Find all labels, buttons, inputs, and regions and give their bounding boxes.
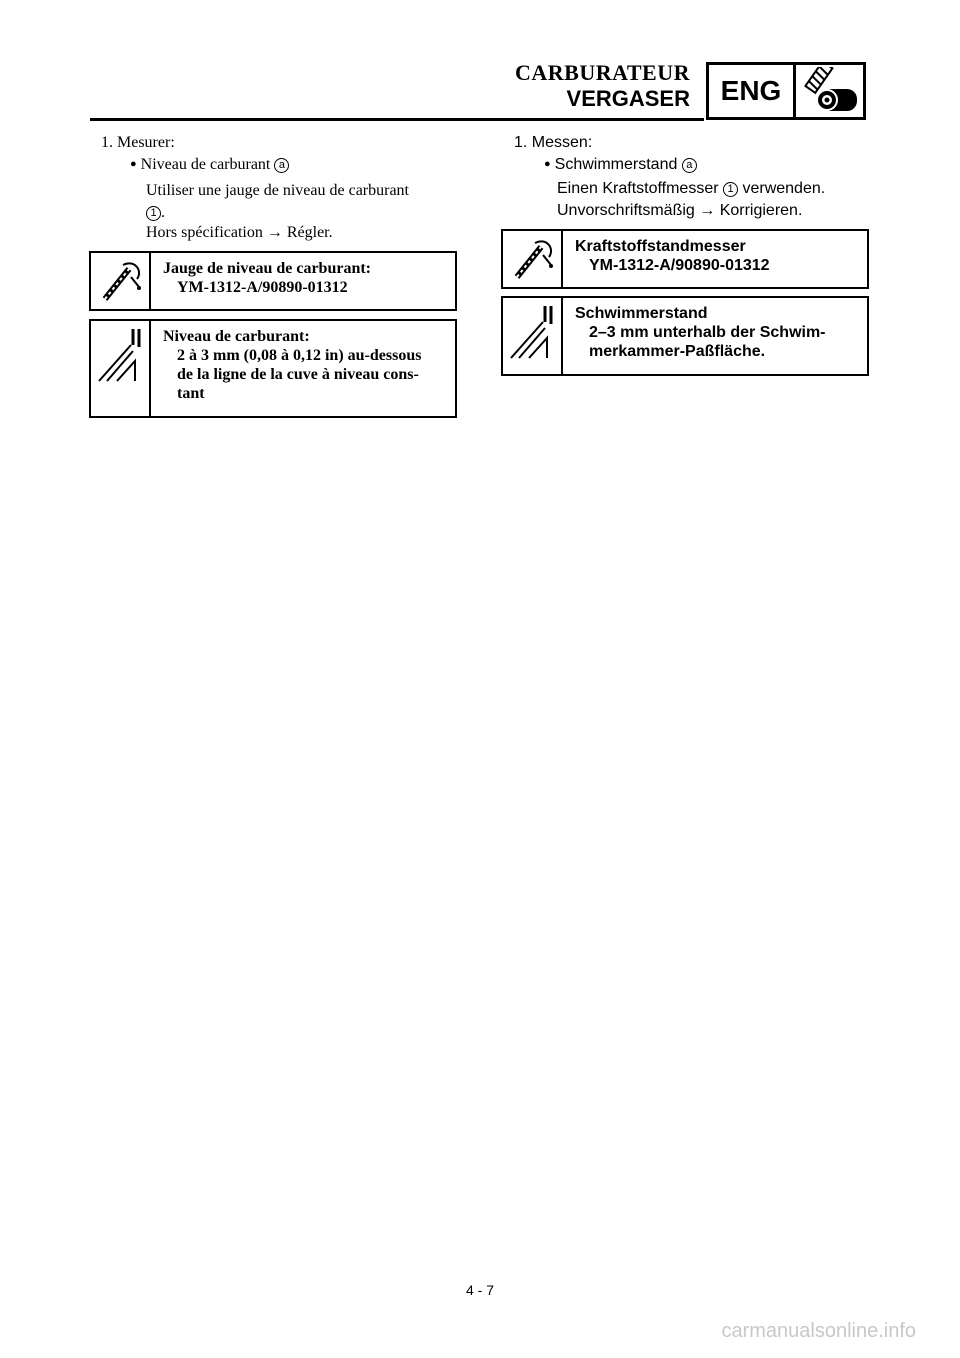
fr-tool-title: Jauge de niveau de carburant: — [163, 260, 371, 277]
fr-tool-text — [151, 253, 455, 309]
page-title-fr: CARBURATEUR — [515, 60, 690, 85]
bullet-icon: ● — [130, 158, 137, 170]
page-number: 4 - 7 — [465, 1282, 494, 1298]
ref-1-marker: 1 — [146, 206, 161, 221]
fr-spec-line: tant — [177, 385, 205, 402]
de-line-spec: Unvorschriftsmäßig → Korrigieren. — [557, 202, 803, 219]
de-tool-box — [501, 229, 869, 289]
measurement-caliper-icon — [503, 298, 563, 374]
engine-bolt-icon — [796, 65, 863, 117]
de-line-use — [557, 180, 825, 198]
section-badge — [706, 62, 866, 120]
fr-spec-line: 2 à 3 mm (0,08 à 0,12 in) au-dessous — [177, 347, 422, 364]
fr-ref-line — [146, 204, 165, 222]
de-tool-value: YM-1312-A/90890-01312 — [589, 257, 770, 274]
ref-1-marker: 1 — [723, 182, 738, 197]
ref-a-marker: a — [682, 158, 697, 173]
de-spec-text — [563, 298, 867, 374]
de-bullet-item — [544, 156, 697, 174]
measurement-caliper-icon — [91, 321, 151, 416]
de-line-use-b: verwenden. — [742, 180, 826, 197]
fr-spec-text — [151, 321, 455, 416]
de-spec-line: 2–3 mm unterhalb der Schwim- — [589, 324, 826, 341]
fr-spec-box — [89, 319, 457, 418]
de-bullet-label: Schwimmerstand — [554, 156, 678, 173]
page-title-de: VERGASER — [566, 86, 690, 111]
de-tool-text — [563, 231, 867, 287]
section-badge-label: ENG — [709, 65, 796, 117]
de-spec-title: Schwimmerstand — [575, 305, 708, 322]
special-tool-icon — [91, 253, 151, 309]
fr-tool-box — [89, 251, 457, 311]
fr-line-spec: Hors spécification → Régler. — [146, 224, 333, 241]
de-spec-line: merkammer-Paßfläche. — [589, 343, 766, 360]
de-step: 1. Messen: — [514, 134, 593, 151]
fr-bullet-label: Niveau de carburant — [140, 156, 271, 173]
fr-line-use: Utiliser une jauge de niveau de carburant — [146, 182, 409, 199]
header-rule — [90, 118, 704, 121]
fr-spec-title: Niveau de carburant: — [163, 328, 310, 345]
fr-spec-line: de la ligne de la cuve à niveau cons- — [177, 366, 419, 383]
de-line-use-a: Einen Kraftstoffmesser — [557, 180, 719, 197]
fr-bullet-item — [130, 156, 289, 174]
de-tool-title: Kraftstoffstandmesser — [575, 238, 746, 255]
fr-tool-value: YM-1312-A/90890-01312 — [177, 279, 348, 296]
special-tool-icon — [503, 231, 563, 287]
watermark: carmanualsonline.info — [721, 1320, 916, 1342]
de-spec-box — [501, 296, 869, 376]
fr-ref-end: . — [161, 204, 165, 221]
ref-a-marker: a — [274, 158, 289, 173]
fr-step: 1. Mesurer: — [101, 134, 175, 151]
bullet-icon: ● — [544, 158, 551, 170]
